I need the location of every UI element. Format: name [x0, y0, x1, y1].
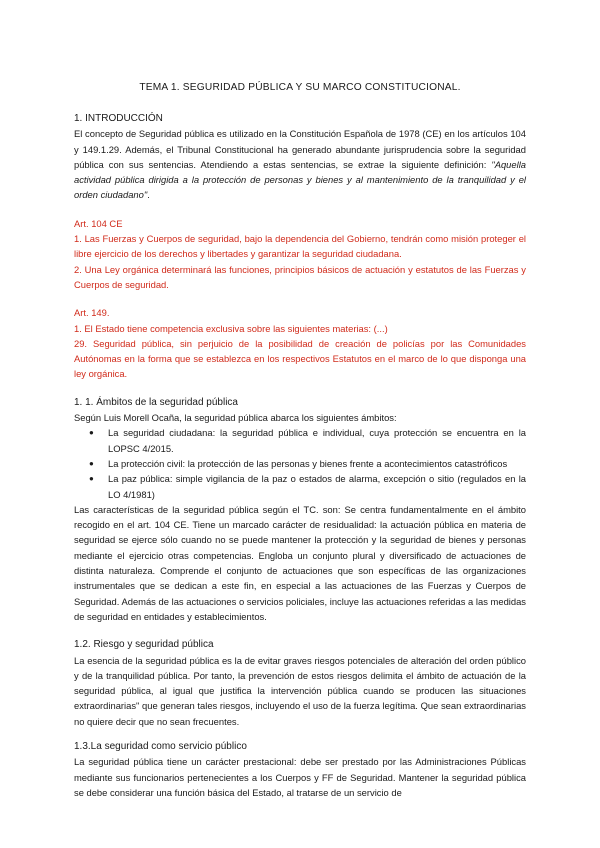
section-1-2-text: La esencia de la seguridad pública es la de evitar graves riesgos potenciales de alteración del orden público y de la tranquilidad pública. Por tanto, la prevención de estos riesgos delimita el ámbito de actuación de la seguridad pública, al igual que justifica la intervención pública cuando se producen las situaciones extraordinarias" que generan tales riesgos, incluyendo el uso de la fuerza legítima. Que sean extraordinarias no quiere decir que no sean frecuentes. [74, 654, 526, 727]
intro-end: . [147, 189, 150, 201]
list-item: ● La paz pública: simple vigilancia de la paz o estados de alarma, excepción o sitio (regulados en la LO 4/1981) [108, 471, 526, 502]
art104-paragraph-1: 1. Las Fuerzas y Cuerpos de seguridad, bajo la dependencia del Gobierno, tendrán como misión proteger el libre ejercicio de los derechos y libertades y garantizar la seguridad ciudadana. [74, 233, 526, 260]
section-1-1-text: Las características de la seguridad pública según el TC. son: Se centra fundamentalmente en el ámbito recogido en el art. 104 CE. Tiene un marcado carácter de residualidad: la actuación pública en materia de seguridad se ejerce sólo cuando no se puede mantener la protección y la seguridad de bienes y personas mediante el ejercicio otras competencias. Engloba un conjunto plural y diversificado de actuaciones de distinta naturaleza. Comprende el conjunto de actuaciones que son específicas de las organizaciones instrumentales que se dedican a este fin, en especial a las actuaciones de las Fuerzas y Cuerpos de Seguridad. Además de las actuaciones o servicios policiales, incluye las actuaciones referidas a las medidas de seguridad en entidades y establecimientos. [74, 503, 526, 622]
section-1-3-heading: 1.3.La seguridad como servicio público [74, 740, 247, 752]
section-1-1-intro: Según Luis Morell Ocaña, la seguridad pública abarca los siguientes ámbitos: [74, 412, 397, 424]
art104-heading: Art. 104 CE [74, 217, 123, 229]
list-item: ● La seguridad ciudadana: la seguridad pública e individual, cuya protección se encuentra en la LOPSC 4/2015. [108, 425, 526, 456]
ambitos-list [74, 425, 526, 501]
art149-heading: Art. 149. [74, 307, 110, 319]
section-1-2-heading: 1.2. Riesgo y seguridad pública [74, 639, 214, 651]
art149-paragraph-1: 1. El Estado tiene competencia exclusiva sobre las siguientes materias: (...) [74, 322, 388, 334]
list-item: ● La protección civil: la protección de las personas y bienes frente a acontecimientos catastróficos [108, 456, 526, 471]
art149-paragraph-2: 29. Seguridad pública, sin perjuicio de la posibilidad de creación de policías por las Comunidades Autónomas en la forma que se establezca en los respectivos Estatutos en el marco de lo que disponga una ley orgánica. [74, 337, 526, 380]
section-1-3-text: La seguridad pública tiene un carácter prestacional: debe ser prestado por las Administraciones Públicas mediante sus funcionarios pertenecientes a los Cuerpos y FF de Seguridad. Mantener la seguridad pública se debe considerar una función básica del Estado, al tratarse de un servicio de [74, 756, 526, 798]
definition-quote: "Aquella actividad pública dirigida a la protección de personas y bienes y al mantenimiento de la tranquilidad y el orden ciudadano" [74, 158, 526, 201]
intro-heading: 1. INTRODUCCIÓN [74, 113, 163, 124]
document-title: TEMA 1. SEGURIDAD PÚBLICA Y SU MARCO CONSTITUCIONAL. [139, 82, 461, 93]
section-1-1-heading: 1. 1. Ámbitos de la seguridad pública [74, 396, 238, 408]
intro-text: El concepto de Seguridad pública es utilizado en la Constitución Española de 1978 (CE) en los artículos 104 y 149.1.29. Además, el Tribunal Constitucional ha generado abundante jurisprudencia sobre la seguridad pública con sus sentencias. Atendiendo a estas sentencias, se extrae la siguiente definición: [74, 128, 526, 170]
art104-paragraph-2: 2. Una Ley orgánica determinará las funciones, principios básicos de actuación y estatutos de las Fuerzas y Cuerpos de seguridad. [74, 263, 526, 290]
intro-paragraph [74, 126, 526, 202]
document-body [74, 111, 526, 800]
